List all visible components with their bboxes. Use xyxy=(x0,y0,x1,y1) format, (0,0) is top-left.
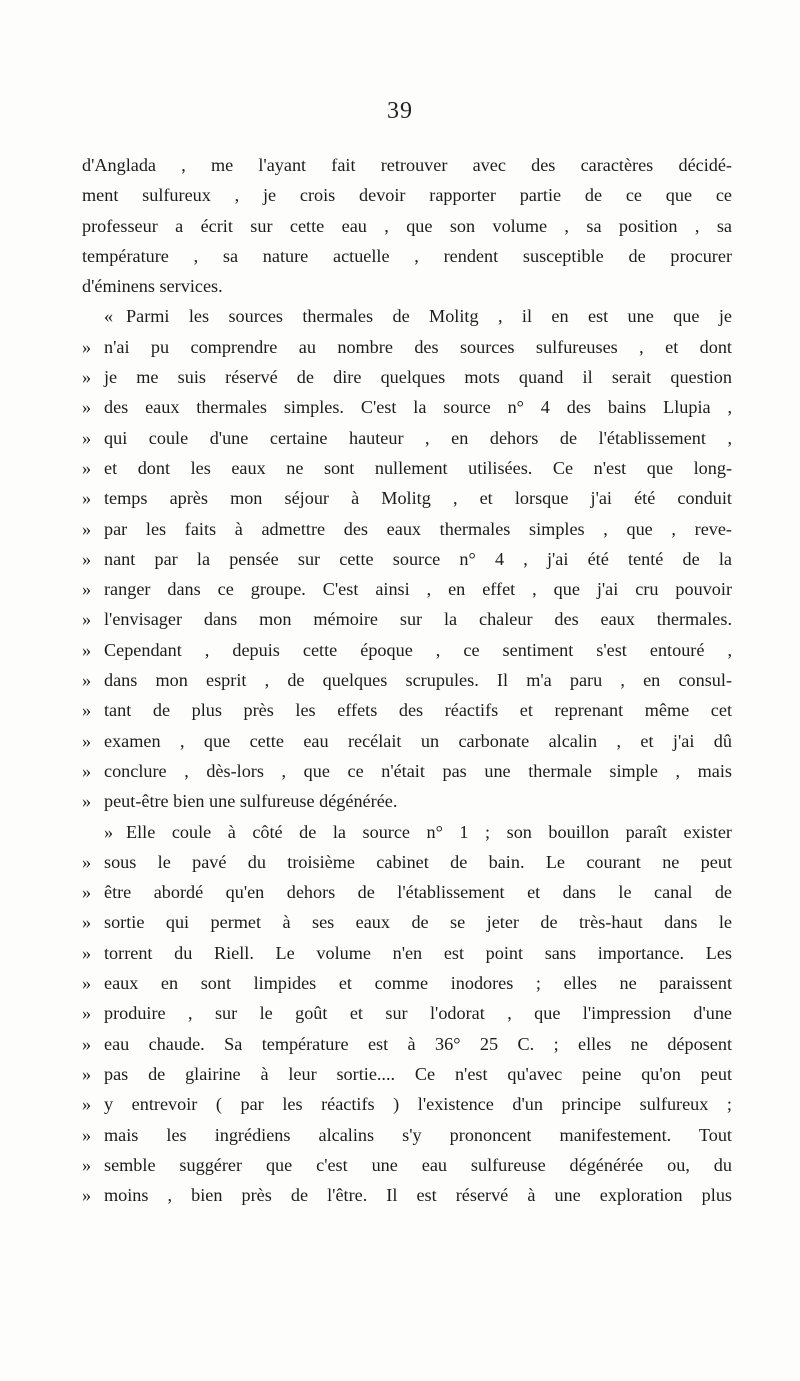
line-text: y entrevoir ( par les réactifs ) l'existence d'un principe sulfureux ; xyxy=(104,1094,732,1115)
text-line xyxy=(82,695,732,725)
quote-mark: » xyxy=(82,760,92,781)
quote-mark: » xyxy=(82,427,92,448)
text-line xyxy=(82,483,732,513)
quote-mark: » xyxy=(82,397,92,418)
text-line xyxy=(82,1120,732,1150)
text-line xyxy=(82,544,732,574)
line-text: conclure , dès-lors , que ce n'était pas une thermale simple , mais xyxy=(104,760,732,781)
text-line xyxy=(82,604,732,634)
line-text: eaux en sont limpides et comme inodores ; elles ne paraissent xyxy=(104,973,732,994)
text-line xyxy=(82,968,732,998)
text-line xyxy=(82,514,732,544)
quote-mark: » xyxy=(82,488,92,509)
line-text: ranger dans ce groupe. C'est ainsi , en effet , que j'ai cru pouvoir xyxy=(104,579,732,600)
text-line xyxy=(82,211,732,241)
text-line xyxy=(82,301,732,331)
line-text: moins , bien près de l'être. Il est réservé à une exploration plus xyxy=(104,1185,732,1206)
text-line xyxy=(82,271,732,301)
line-text: être abordé qu'en dehors de l'établissement et dans le canal de xyxy=(104,882,732,903)
line-text: d'Anglada , me l'ayant fait retrouver avec des caractères décidé- xyxy=(82,155,732,175)
line-text: temps après mon séjour à Molitg , et lorsque j'ai été conduit xyxy=(104,488,732,509)
line-text: des eaux thermales simples. C'est la source n° 4 des bains Llupia , xyxy=(104,397,732,418)
quote-mark: » xyxy=(82,912,92,933)
line-text: température , sa nature actuelle , rendent susceptible de procurer xyxy=(82,245,732,266)
quote-mark: » xyxy=(82,730,92,751)
quote-mark: » xyxy=(82,1033,92,1054)
line-text: eau chaude. Sa température est à 36° 25 C. ; elles ne déposent xyxy=(104,1033,732,1054)
quote-mark: » xyxy=(82,518,92,539)
page-number: 39 xyxy=(387,98,413,124)
line-text: pas de glairine à leur sortie.... Ce n'est qu'avec peine qu'on peut xyxy=(104,1063,732,1084)
quote-mark: » xyxy=(82,457,92,478)
text-line xyxy=(82,1150,732,1180)
line-text: professeur a écrit sur cette eau , que son volume , sa position , sa xyxy=(82,215,732,236)
text-line xyxy=(82,423,732,453)
text-line xyxy=(82,332,732,362)
line-text: nant par la pensée sur cette source n° 4 , j'ai été tenté de la xyxy=(104,548,732,569)
quote-mark: » xyxy=(82,791,92,812)
line-text: qui coule d'une certaine hauteur , en dehors de l'établissement , xyxy=(104,427,732,448)
text-line xyxy=(82,998,732,1028)
line-text: Parmi les sources thermales de Molitg , il en est une que je xyxy=(126,306,732,327)
quote-mark: » xyxy=(82,548,92,569)
line-text: l'envisager dans mon mémoire sur la chaleur des eaux thermales. xyxy=(104,609,732,630)
quote-mark: » xyxy=(82,942,92,963)
line-text: Cependant , depuis cette époque , ce sentiment s'est entouré , xyxy=(104,639,732,660)
line-text: tant de plus près les effets des réactifs et reprenant même cet xyxy=(104,700,732,721)
line-text: produire , sur le goût et sur l'odorat , que l'impression d'une xyxy=(104,1003,732,1024)
quote-mark: » xyxy=(82,579,92,600)
text-line xyxy=(82,1089,732,1119)
text-line xyxy=(82,1180,732,1210)
text-line xyxy=(82,817,732,847)
line-text: Elle coule à côté de la source n° 1 ; son bouillon paraît exister xyxy=(126,821,732,842)
line-text: et dont les eaux ne sont nullement utilisées. Ce n'est que long- xyxy=(104,457,732,478)
quote-mark: » xyxy=(82,1154,92,1175)
line-text: n'ai pu comprendre au nombre des sources sulfureuses , et dont xyxy=(104,336,732,357)
quote-mark: » xyxy=(82,1185,92,1206)
quote-mark: » xyxy=(82,670,92,691)
line-text: dans mon esprit , de quelques scrupules. Il m'a paru , en consul- xyxy=(104,670,732,691)
line-text: d'éminens services. xyxy=(82,276,223,297)
text-line xyxy=(82,665,732,695)
text-line xyxy=(82,786,732,816)
quote-mark: » xyxy=(82,882,92,903)
quote-mark: » xyxy=(82,1124,92,1145)
line-text: torrent du Riell. Le volume n'en est point sans importance. Les xyxy=(104,942,732,963)
line-text: par les faits à admettre des eaux thermales simples , que , reve- xyxy=(104,518,732,539)
line-text: semble suggérer que c'est une eau sulfureuse dégénérée ou, du xyxy=(104,1154,732,1175)
quote-mark: » xyxy=(82,973,92,994)
text-line xyxy=(82,150,732,180)
text-line xyxy=(82,635,732,665)
text-line xyxy=(82,362,732,392)
quote-mark: « xyxy=(104,306,114,327)
line-text: examen , que cette eau recélait un carbonate alcalin , et j'ai dû xyxy=(104,730,732,751)
text-line xyxy=(82,1029,732,1059)
text-line xyxy=(82,847,732,877)
quote-mark: » xyxy=(104,821,114,842)
quote-mark: » xyxy=(82,1063,92,1084)
line-text: sortie qui permet à ses eaux de se jeter de très-haut dans le xyxy=(104,912,732,933)
quote-mark: » xyxy=(82,851,92,872)
line-text: je me suis réservé de dire quelques mots quand il serait question xyxy=(104,367,732,388)
text-line xyxy=(82,574,732,604)
line-text: sous le pavé du troisième cabinet de bain. Le courant ne peut xyxy=(104,851,732,872)
text-line xyxy=(82,392,732,422)
text-line xyxy=(82,877,732,907)
body-text xyxy=(82,150,732,1210)
quote-mark: » xyxy=(82,336,92,357)
line-text: peut-être bien une sulfureuse dégénérée. xyxy=(104,791,398,812)
text-line xyxy=(82,907,732,937)
quote-mark: » xyxy=(82,639,92,660)
line-text: mais les ingrédiens alcalins s'y prononcent manifestement. Tout xyxy=(104,1124,732,1145)
quote-mark: » xyxy=(82,700,92,721)
text-line xyxy=(82,241,732,271)
quote-mark: » xyxy=(82,1003,92,1024)
text-line xyxy=(82,1059,732,1089)
text-line xyxy=(82,180,732,210)
quote-mark: » xyxy=(82,367,92,388)
text-line xyxy=(82,726,732,756)
text-line xyxy=(82,938,732,968)
quote-mark: » xyxy=(82,609,92,630)
text-line xyxy=(82,453,732,483)
text-line xyxy=(82,756,732,786)
quote-mark: » xyxy=(82,1094,92,1115)
line-text: ment sulfureux , je crois devoir rapporter partie de ce que ce xyxy=(82,185,732,206)
